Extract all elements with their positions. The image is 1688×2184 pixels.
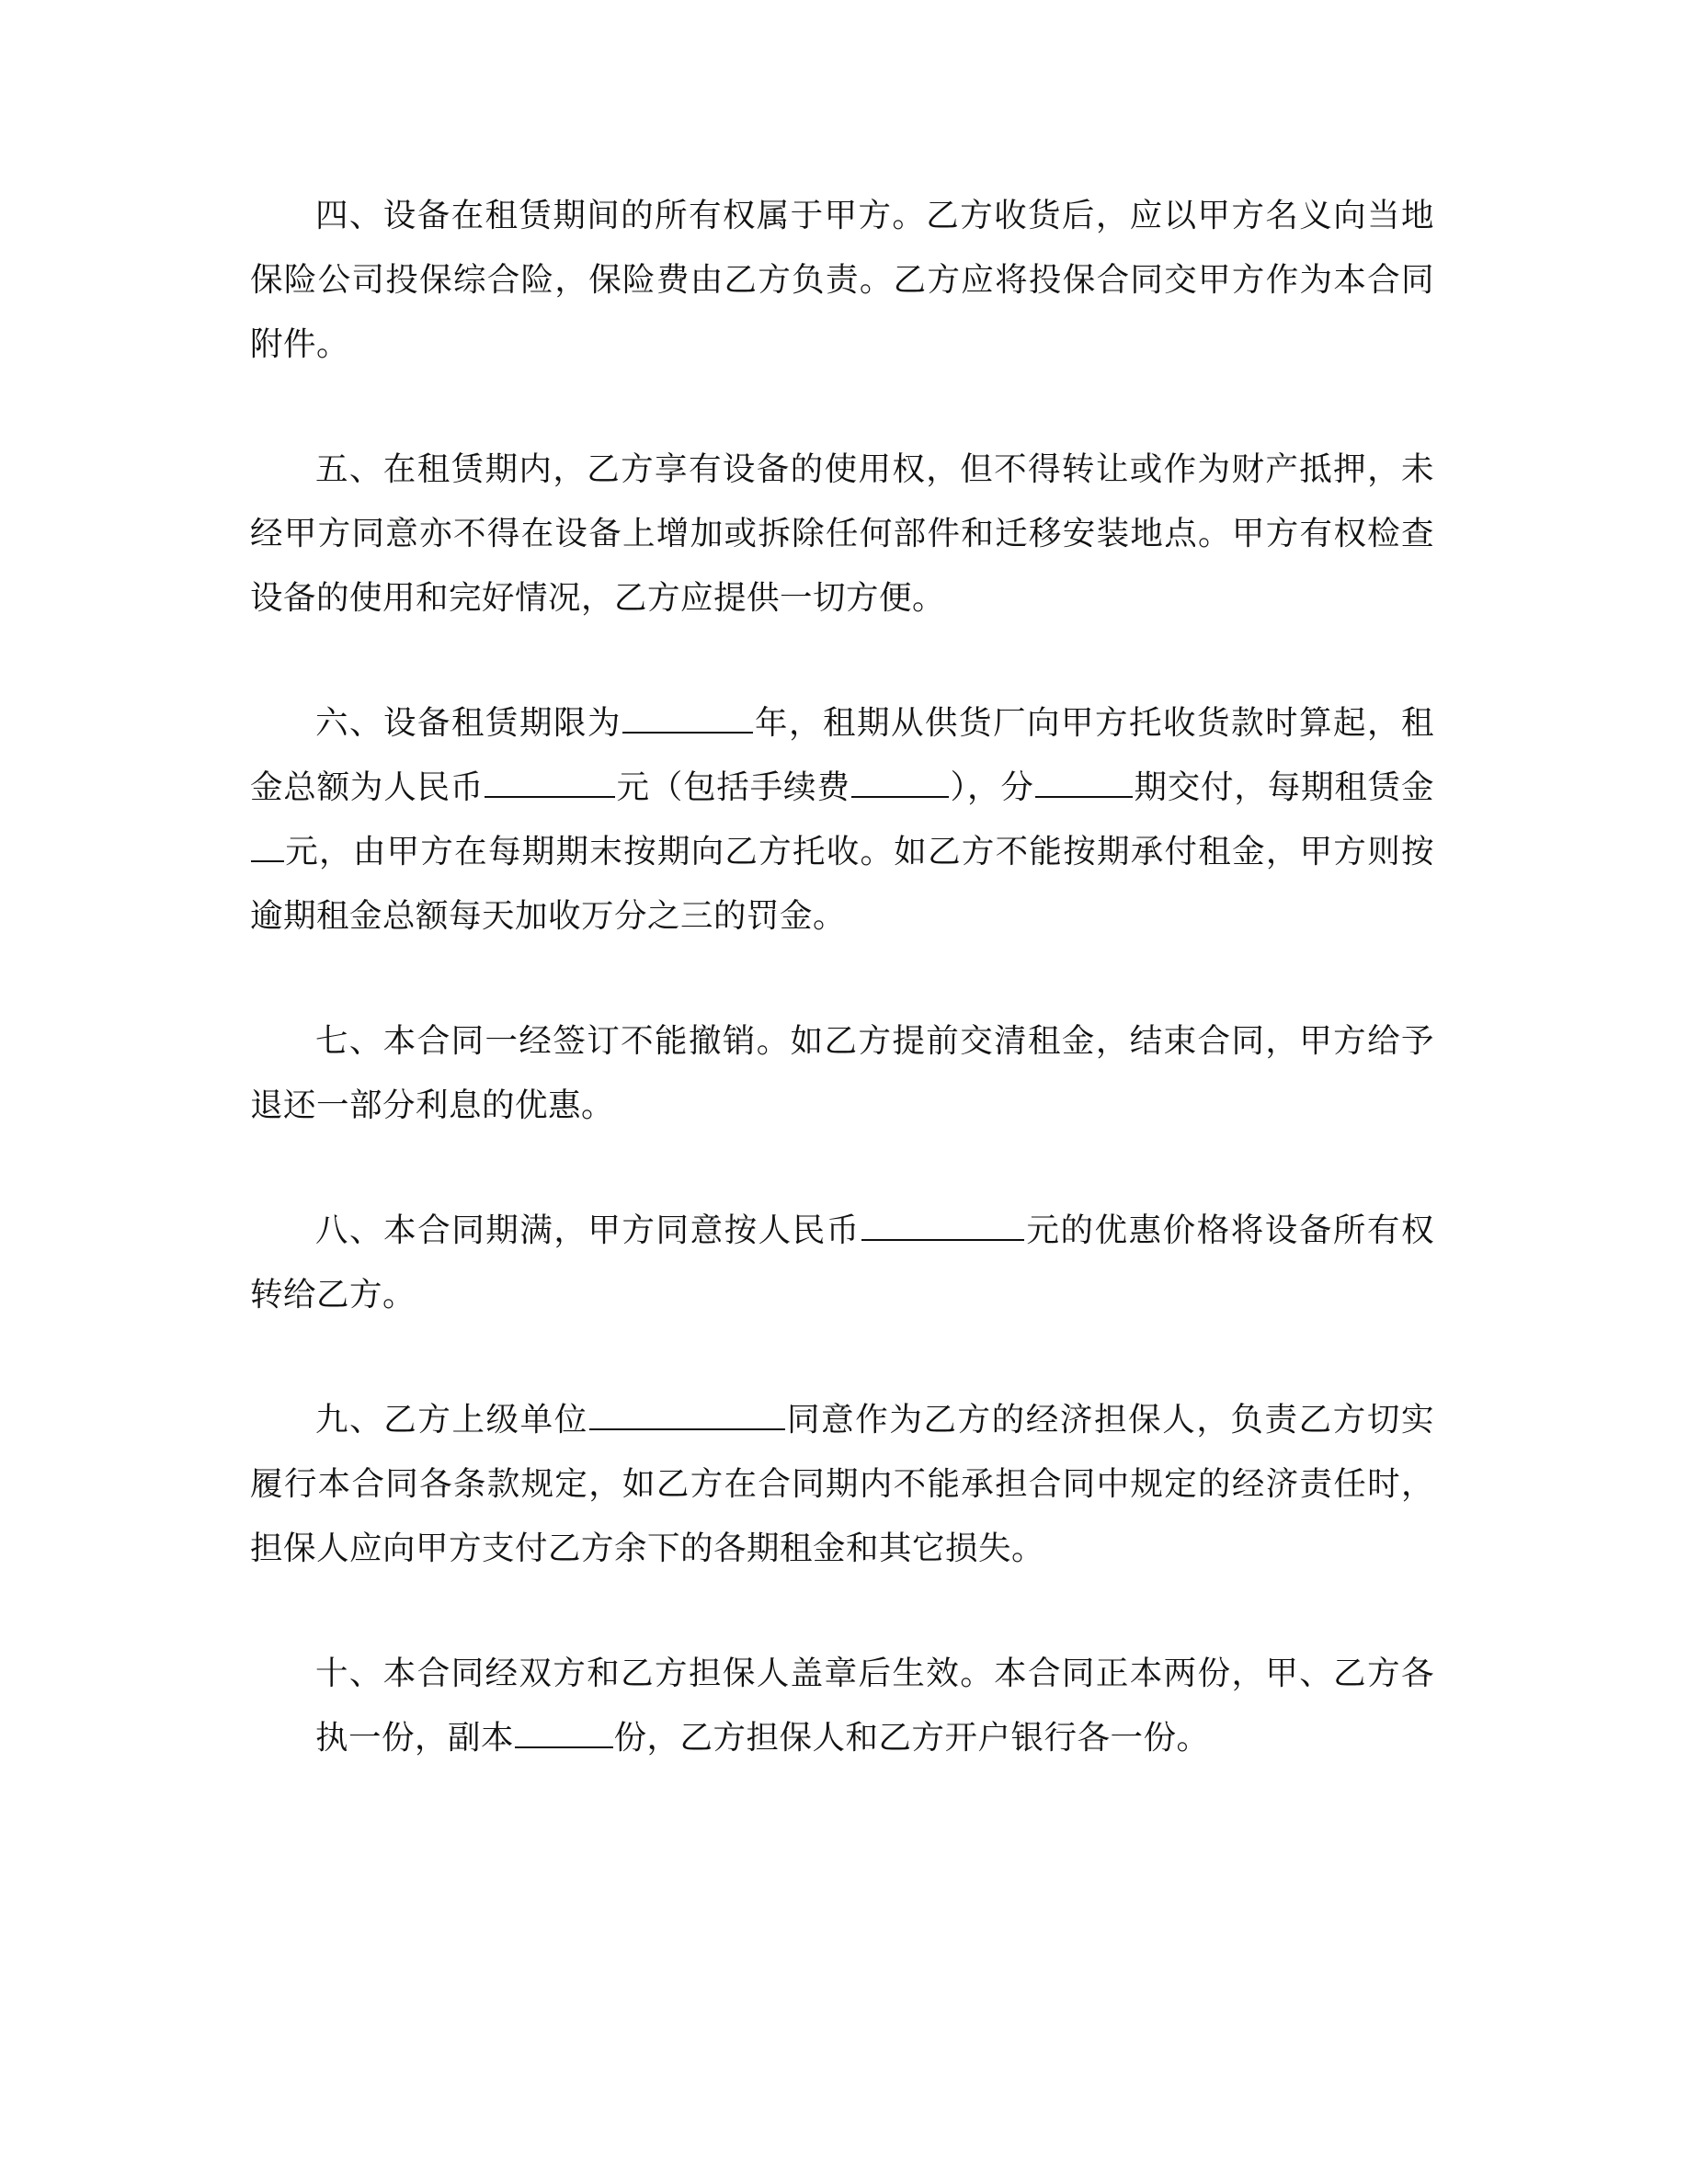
fill-in-blank: [622, 704, 753, 734]
clause-text: 七、本合同一经签订不能撤销。如乙方提前交清租金，结束合同，甲方给予退还一部分利息的优惠。: [250, 1022, 1434, 1124]
clause-text: 期交付，每期租赁金: [1134, 768, 1434, 806]
clause-5: [250, 438, 1434, 631]
fill-in-blank: [589, 1401, 785, 1430]
clause-6: [250, 691, 1434, 949]
fill-in-blank: [251, 833, 284, 862]
clause-text: 份，乙方担保人和乙方开户银行各一份。: [613, 1719, 1210, 1757]
clause-text: 元，由甲方在每期期末按期向乙方托收。如乙方不能按期承付租金，甲方则按逾期租金总额每天加收万分之三的罚金。: [250, 833, 1434, 935]
clause-4: [250, 184, 1434, 377]
clause-text: ），分: [950, 768, 1034, 806]
clause-text: 元（包括手续费: [616, 768, 850, 806]
fill-in-blank: [515, 1719, 613, 1748]
clause-text: 五、在租赁期内，乙方享有设备的使用权，但不得转让或作为财产抵押，未经甲方同意亦不得在设备上增加或拆除任何部件和迁移安装地点。甲方有权检查设备的使用和完好情况，乙方应提供一切方便。: [250, 450, 1434, 617]
fill-in-blank: [485, 768, 615, 798]
clause-7: [250, 1009, 1434, 1138]
clause-text: 八、本合同期满，甲方同意按人民币: [315, 1211, 861, 1249]
fill-in-blank: [851, 768, 950, 798]
clause-text: 六、设备租赁期限为: [315, 704, 622, 742]
clause-text: 四、设备在租赁期间的所有权属于甲方。乙方收货后，应以甲方名义向当地保险公司投保综合险，保险费由乙方负责。乙方应将投保合同交甲方作为本合同附件。: [250, 197, 1434, 363]
fill-in-blank: [1035, 768, 1134, 798]
clause-8: [250, 1199, 1434, 1327]
clause-text: 元的优惠价格将设备所有权转给乙方。: [250, 1211, 1434, 1314]
document-page: [250, 184, 1434, 1831]
fill-in-blank: [861, 1211, 1025, 1241]
clause-10: [250, 1642, 1434, 1770]
clause-text: 年，租期从供货厂向甲方托收货款时算起，租金总额为人民币: [250, 704, 1434, 806]
clause-9: [250, 1388, 1434, 1581]
clause-text: 十、本合同经双方和乙方担保人盖章后生效。本合同正本两份，甲、乙方各执一份，副本: [315, 1655, 1434, 1757]
clause-text: 九、乙方上级单位: [315, 1401, 588, 1439]
clause-text: 同意作为乙方的经济担保人，负责乙方切实履行本合同各条款规定，如乙方在合同期内不能承担合同中规定的经济责任时，担保人应向甲方支付乙方余下的各期租金和其它损失。: [250, 1401, 1434, 1567]
